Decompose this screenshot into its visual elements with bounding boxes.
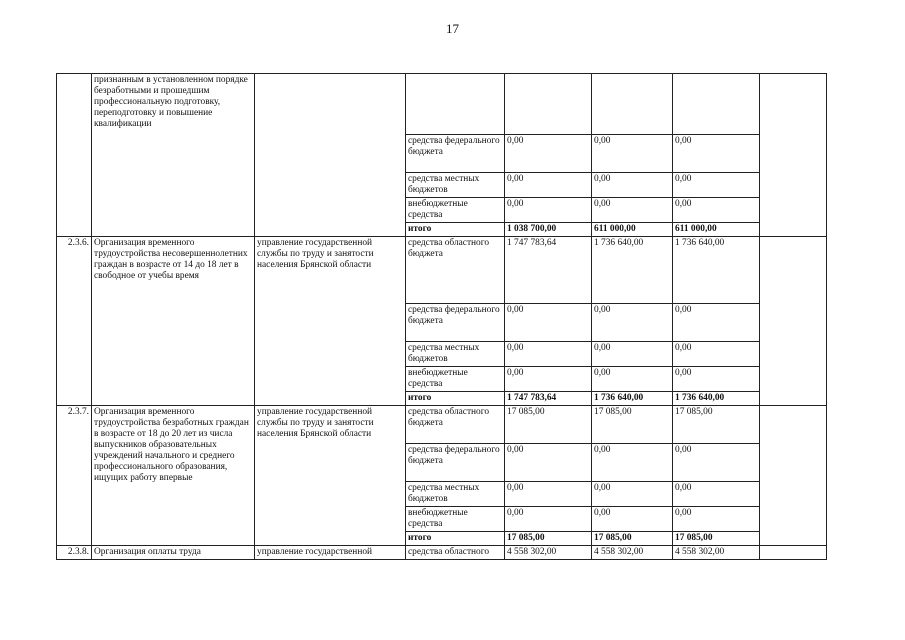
- item-number-cell: 2.3.7.: [57, 406, 92, 546]
- funding-source-cell: [406, 74, 505, 135]
- executor-cell: управление государственной службы по труду и занятости населения Брянской области: [255, 406, 406, 546]
- value-cell: 4 558 302,00: [673, 546, 760, 560]
- value-cell: 0,00: [592, 367, 673, 392]
- total-label-cell: итого: [406, 532, 505, 546]
- item-number-cell: 2.3.8.: [57, 546, 92, 560]
- item-name-cell: Организация оплаты труда: [92, 546, 255, 560]
- item-name-cell: признанным в установленном порядке безработными и прошедшим профессиональную подготовку, переподготовку и повышение квалификации: [92, 74, 255, 237]
- value-cell: 0,00: [673, 173, 760, 198]
- total-value-cell: 611 000,00: [592, 223, 673, 237]
- value-cell: 1 736 640,00: [592, 237, 673, 304]
- value-cell: 0,00: [505, 173, 592, 198]
- budget-table: [56, 73, 827, 560]
- value-cell: 0,00: [505, 304, 592, 342]
- total-value-cell: 17 085,00: [505, 532, 592, 546]
- value-cell: 1 747 783,64: [505, 237, 592, 304]
- value-cell: 0,00: [592, 507, 673, 532]
- value-cell: 0,00: [592, 135, 673, 173]
- funding-source-cell: внебюджетные средства: [406, 198, 505, 223]
- value-cell: 0,00: [673, 444, 760, 482]
- table-row: [57, 237, 827, 304]
- executor-cell: управление государственной службы по труду и занятости населения Брянской области: [255, 237, 406, 406]
- value-cell: 0,00: [592, 482, 673, 507]
- value-cell: 0,00: [673, 304, 760, 342]
- value-cell: 0,00: [592, 444, 673, 482]
- empty-cell: [760, 74, 827, 237]
- funding-source-cell: средства областного бюджета: [406, 237, 505, 304]
- value-cell: 17 085,00: [673, 406, 760, 444]
- executor-cell: управление государственной: [255, 546, 406, 560]
- empty-cell: [760, 406, 827, 546]
- value-cell: 4 558 302,00: [592, 546, 673, 560]
- value-cell: [673, 74, 760, 135]
- value-cell: 0,00: [673, 342, 760, 367]
- value-cell: 0,00: [592, 173, 673, 198]
- total-value-cell: 1 736 640,00: [673, 392, 760, 406]
- funding-source-cell: средства федерального бюджета: [406, 135, 505, 173]
- page-number: 17: [446, 21, 459, 36]
- funding-source-cell: внебюджетные средства: [406, 507, 505, 532]
- funding-source-cell: внебюджетные средства: [406, 367, 505, 392]
- value-cell: 0,00: [505, 135, 592, 173]
- executor-cell: [255, 74, 406, 237]
- value-cell: 17 085,00: [592, 406, 673, 444]
- funding-source-cell: средства областного: [406, 546, 505, 560]
- item-name-cell: Организация временного трудоустройства безработных граждан в возрасте от 18 до 20 лет из числа выпускников образовательных учреждений начального и среднего профессионального образования, ищущих работу впервые: [92, 406, 255, 546]
- table-row: [57, 546, 827, 560]
- funding-source-cell: средства областного бюджета: [406, 406, 505, 444]
- value-cell: 0,00: [673, 482, 760, 507]
- total-value-cell: 1 747 783,64: [505, 392, 592, 406]
- total-label-cell: итого: [406, 392, 505, 406]
- empty-cell: [760, 237, 827, 406]
- value-cell: 0,00: [673, 198, 760, 223]
- total-value-cell: 1 736 640,00: [592, 392, 673, 406]
- item-number-cell: [57, 74, 92, 237]
- value-cell: 0,00: [505, 507, 592, 532]
- value-cell: 0,00: [505, 198, 592, 223]
- funding-source-cell: средства федерального бюджета: [406, 444, 505, 482]
- value-cell: 0,00: [505, 367, 592, 392]
- value-cell: 17 085,00: [505, 406, 592, 444]
- empty-cell: [760, 546, 827, 560]
- funding-source-cell: средства местных бюджетов: [406, 482, 505, 507]
- item-name-cell: Организация временного трудоустройства несовершеннолетних граждан в возрасте от 14 до 18 лет в свободное от учебы время: [92, 237, 255, 406]
- value-cell: 1 736 640,00: [673, 237, 760, 304]
- value-cell: 0,00: [505, 342, 592, 367]
- value-cell: [592, 74, 673, 135]
- total-value-cell: 17 085,00: [592, 532, 673, 546]
- funding-source-cell: средства федерального бюджета: [406, 304, 505, 342]
- total-label-cell: итого: [406, 223, 505, 237]
- value-cell: 0,00: [673, 367, 760, 392]
- total-value-cell: 17 085,00: [673, 532, 760, 546]
- value-cell: 0,00: [592, 304, 673, 342]
- value-cell: 0,00: [505, 444, 592, 482]
- value-cell: 0,00: [673, 135, 760, 173]
- value-cell: 0,00: [505, 482, 592, 507]
- funding-source-cell: средства местных бюджетов: [406, 342, 505, 367]
- item-number-cell: 2.3.6.: [57, 237, 92, 406]
- value-cell: 0,00: [592, 342, 673, 367]
- funding-source-cell: средства местных бюджетов: [406, 173, 505, 198]
- total-value-cell: 611 000,00: [673, 223, 760, 237]
- table-row: [57, 74, 827, 135]
- table-row: [57, 406, 827, 444]
- value-cell: 4 558 302,00: [505, 546, 592, 560]
- total-value-cell: 1 038 700,00: [505, 223, 592, 237]
- value-cell: [505, 74, 592, 135]
- value-cell: 0,00: [592, 198, 673, 223]
- value-cell: 0,00: [673, 507, 760, 532]
